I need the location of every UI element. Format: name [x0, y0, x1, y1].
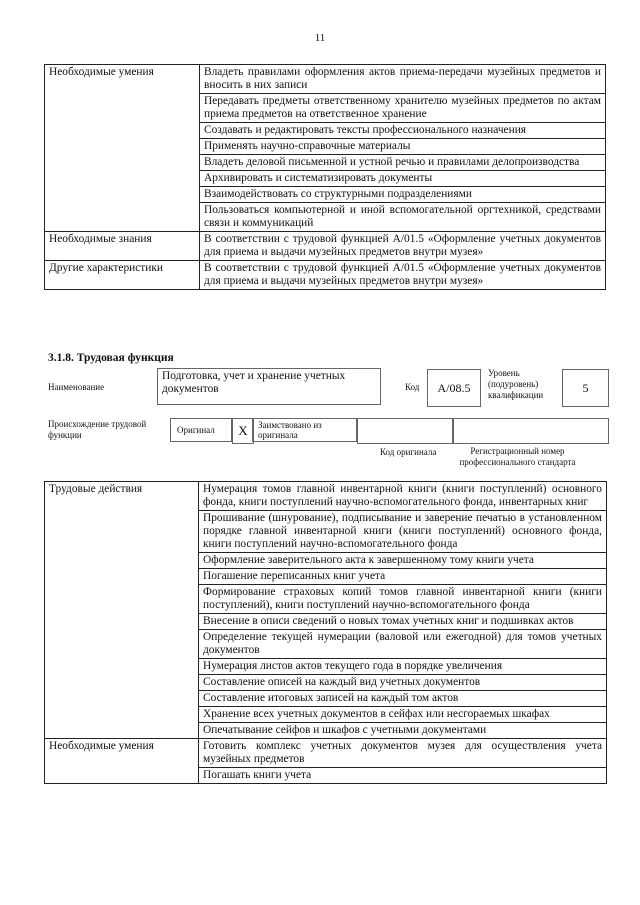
requirement-item: Создавать и редактировать тексты профессионального назначения — [200, 123, 606, 139]
name-label: Наименование — [48, 382, 105, 392]
requirement-item: Составление описей на каждый вид учетных документов — [199, 675, 607, 691]
requirement-item: Формирование страховых копий томов главной инвентарной книги (книги поступлений), книги поступлений научно-вспомогательного фонда — [199, 585, 607, 614]
row-group-label: Необходимые знания — [45, 232, 200, 261]
original-cell: Оригинал — [170, 418, 232, 442]
name-value-box: Подготовка, учет и хранение учетных документов — [157, 368, 381, 405]
section-title: 3.1.8. Трудовая функция — [48, 352, 174, 364]
requirement-item: Нумерация томов главной инвентарной книги (книги поступлений) основного фонда, книги поступлений научно-вспомогательного фонда, инвентарных книг — [199, 482, 607, 511]
borrowed-cell: Заимствовано из оригинала — [252, 418, 357, 442]
requirement-item: Оформление заверительного акта к завершенному тому книги учета — [199, 553, 607, 569]
top-requirements-table — [44, 64, 606, 290]
requirement-item: В соответствии с трудовой функцией А/01.5 «Оформление учетных документов для приема и выдачи музейных предметов внутри музея» — [200, 232, 606, 261]
row-group-label: Необходимые умения — [45, 65, 200, 232]
requirement-item: Владеть деловой письменной и устной речью и правилами делопроизводства — [200, 155, 606, 171]
requirement-item: Владеть правилами оформления актов приема-передачи музейных предметов и вносить в них записи — [200, 65, 606, 94]
code-value-box: А/08.5 — [427, 369, 481, 407]
table-row — [45, 232, 606, 261]
table-row — [45, 482, 607, 511]
row-group-label: Трудовые действия — [45, 482, 199, 739]
requirement-item: Составление итоговых записей на каждый том актов — [199, 691, 607, 707]
requirement-item: Погашать книги учета — [199, 768, 607, 784]
requirement-item: Взаимодействовать со структурными подразделениями — [200, 187, 606, 203]
table-row — [45, 739, 607, 768]
requirement-item: Хранение всех учетных документов в сейфах или несгораемых шкафах — [199, 707, 607, 723]
table-row — [45, 65, 606, 94]
level-label: Уровень (подуровень) квалификации — [488, 368, 544, 400]
requirement-item: Применять научно-справочные материалы — [200, 139, 606, 155]
requirement-item: Передавать предметы ответственному хранителю музейных предметов по актам приема предметов на ответственное хранение — [200, 94, 606, 123]
requirement-item: В соответствии с трудовой функцией А/01.5 «Оформление учетных документов для приема и выдачи музейных предметов внутри музея» — [200, 261, 606, 290]
requirement-item: Внесение в описи сведений о новых томах учетных книг и подшивках актов — [199, 614, 607, 630]
requirement-item: Архивировать и систематизировать документы — [200, 171, 606, 187]
reg-number-label: Регистрационный номер профессионального стандарта — [459, 446, 576, 467]
page-number: 11 — [314, 32, 326, 44]
requirement-item: Нумерация листов актов текущего года в порядке увеличения — [199, 659, 607, 675]
table-row — [45, 261, 606, 290]
code-label: Код — [405, 382, 420, 392]
origin-label: Происхождение трудовой функции — [48, 419, 147, 440]
top-table-body — [45, 65, 606, 290]
requirement-item: Опечатывание сейфов и шкафов с учетными документами — [199, 723, 607, 739]
bottom-table-body — [45, 482, 607, 784]
original-code-label: Код оригинала — [380, 447, 437, 457]
reg-number-cell — [452, 418, 609, 444]
requirement-item: Готовить комплекс учетных документов музея для осуществления учета музейных предметов — [199, 739, 607, 768]
original-mark: X — [232, 418, 254, 444]
requirement-item: Пользоваться компьютерной и иной вспомогательной оргтехникой, средствами связи и коммуникаций — [200, 203, 606, 232]
labor-actions-table — [44, 481, 607, 784]
requirement-item: Прошивание (шнурование), подписывание и заверение печатью в установленном порядке главной инвентарной книги (книги поступлений) основного фонда, книги поступлений научно-вспомогательного фонда — [199, 511, 607, 553]
requirement-item: Погашение переписанных книг учета — [199, 569, 607, 585]
original-code-cell — [357, 418, 454, 444]
level-value-box: 5 — [562, 369, 609, 407]
row-group-label: Необходимые умения — [45, 739, 199, 784]
requirement-item: Определение текущей нумерации (валовой или ежегодной) для томов учетных документов — [199, 630, 607, 659]
row-group-label: Другие характеристики — [45, 261, 200, 290]
